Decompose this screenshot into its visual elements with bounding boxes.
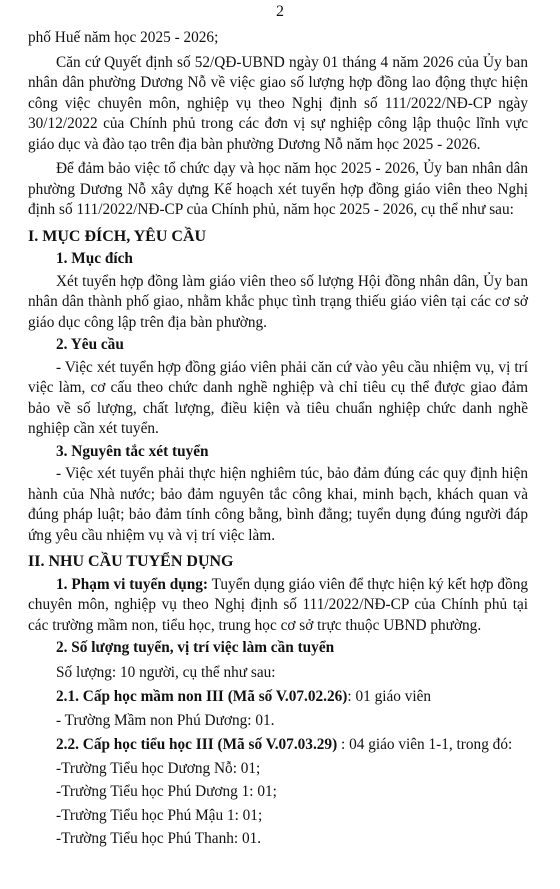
level1-line — [28, 687, 528, 708]
level2-title: 2.2. Cấp học tiểu học III (Mã số V.07.03.29) — [56, 736, 338, 753]
section1-sub1-text: Xét tuyển hợp đồng làm giáo viên theo số lượng Hội đồng nhân dân, Ủy ban nhân dân thành phố giao, nhằm khắc phục tình trạng thiếu giáo viên tại các cơ sở giáo dục công lập trên địa bàn phường. — [28, 272, 528, 331]
section1-sub3-heading: 3. Nguyên tắc xét tuyển — [56, 442, 209, 460]
level2-school-item: -Trường Tiểu học Phú Thanh: 01. — [56, 830, 262, 847]
section2-sub2-heading: 2. Số lượng tuyển, vị trí việc làm cần tuyển — [56, 639, 335, 656]
intro-paragraph-decision: Căn cứ Quyết định số 52/QĐ-UBND ngày 01 tháng 4 năm 2026 của Ủy ban nhân dân phường Dương Nỗ về việc giao số lượng hợp đồng lao động thực hiện công việc chuyên môn, nghiệp vụ theo Nghị định số 111/2022/NĐ-CP ngày 30/12/2022 của Chính phủ trong các đơn vị sự nghiệp công lập thuộc lĩnh vực giáo dục và đào tạo trên địa bàn phường Dương Nỗ năm học 2025 - 2026. — [28, 53, 528, 153]
section1-sub2-heading: 2. Yêu cầu — [56, 336, 124, 353]
intro-paragraph-purpose: Để đảm bảo việc tổ chức dạy và học năm học 2025 - 2026, Ủy ban nhân dân phường Dương Nỗ xây dựng Kế hoạch xét tuyển hợp đồng giáo viên theo Nghị định số 111/2022/NĐ-CP của Chính phủ, năm học 2025 - 2026, cụ thể như sau: — [28, 160, 528, 218]
section1-sub2-text: - Việc xét tuyển hợp đồng giáo viên phải căn cứ vào yêu cầu nhiệm vụ, vị trí việc làm, cơ cấu theo chức danh nghề nghiệp và chỉ tiêu cụ thể được giao đảm bảo về số lượng, chất lượng, điều kiện và tiêu chuẩn nghiệp chức danh nghề nghiệp cần xét tuyển. — [28, 358, 528, 437]
level1-suffix: : 01 giáo viên — [347, 688, 432, 705]
section1-sub3-text: - Việc xét tuyển phải thực hiện nghiêm túc, bảo đảm đúng các quy định hiện hành của Nhà nước; bảo đảm nguyên tắc công khai, minh bạch, khách quan và đúng pháp luật; bảo đảm tính công bằng, bình đẳng; tuyển dụng đúng người đáp ứng yêu cầu nhiệm vụ và vị trí việc làm. — [28, 465, 528, 544]
section2-sub1-text: Tuyển dụng giáo viên để thực hiện ký kết hợp đồng chuyên môn, nghiệp vụ theo Nghị định số 111/2022/NĐ-CP của Chính phủ tại các trường mầm non, tiểu học, trung học cơ sở trực thuộc UBND phường. — [28, 575, 528, 634]
level2-suffix: : 04 giáo viên 1-1, trong đó: — [337, 736, 513, 753]
section2-sub1-heading: 1. Phạm vi tuyển dụng: — [56, 575, 208, 593]
document-body — [28, 28, 528, 850]
page-number: 2 — [276, 3, 284, 20]
level2-line — [28, 735, 528, 756]
level2-school-item: -Trường Tiểu học Dương Nỗ: 01; — [56, 759, 261, 777]
section2-heading: II. NHU CẦU TUYỂN DỤNG — [28, 553, 234, 570]
level1-school-item: - Trường Mầm non Phú Dương: 01. — [56, 711, 275, 729]
level2-school-item: -Trường Tiểu học Phú Dương 1: 01; — [56, 783, 277, 800]
recruitment-count: Số lượng: 10 người, cụ thể như sau: — [56, 663, 276, 681]
section1-heading: I. MỤC ĐÍCH, YÊU CẦU — [28, 227, 207, 245]
level1-title: 2.1. Cấp học mầm non III (Mã số V.07.02.26) — [56, 688, 348, 705]
section1-sub1-heading: 1. Mục đích — [56, 250, 133, 267]
level2-school-item: -Trường Tiểu học Phú Mậu 1: 01; — [56, 806, 263, 824]
section2-scope-paragraph — [28, 575, 528, 637]
intro-line: phố Huế năm học 2025 - 2026; — [28, 29, 219, 46]
